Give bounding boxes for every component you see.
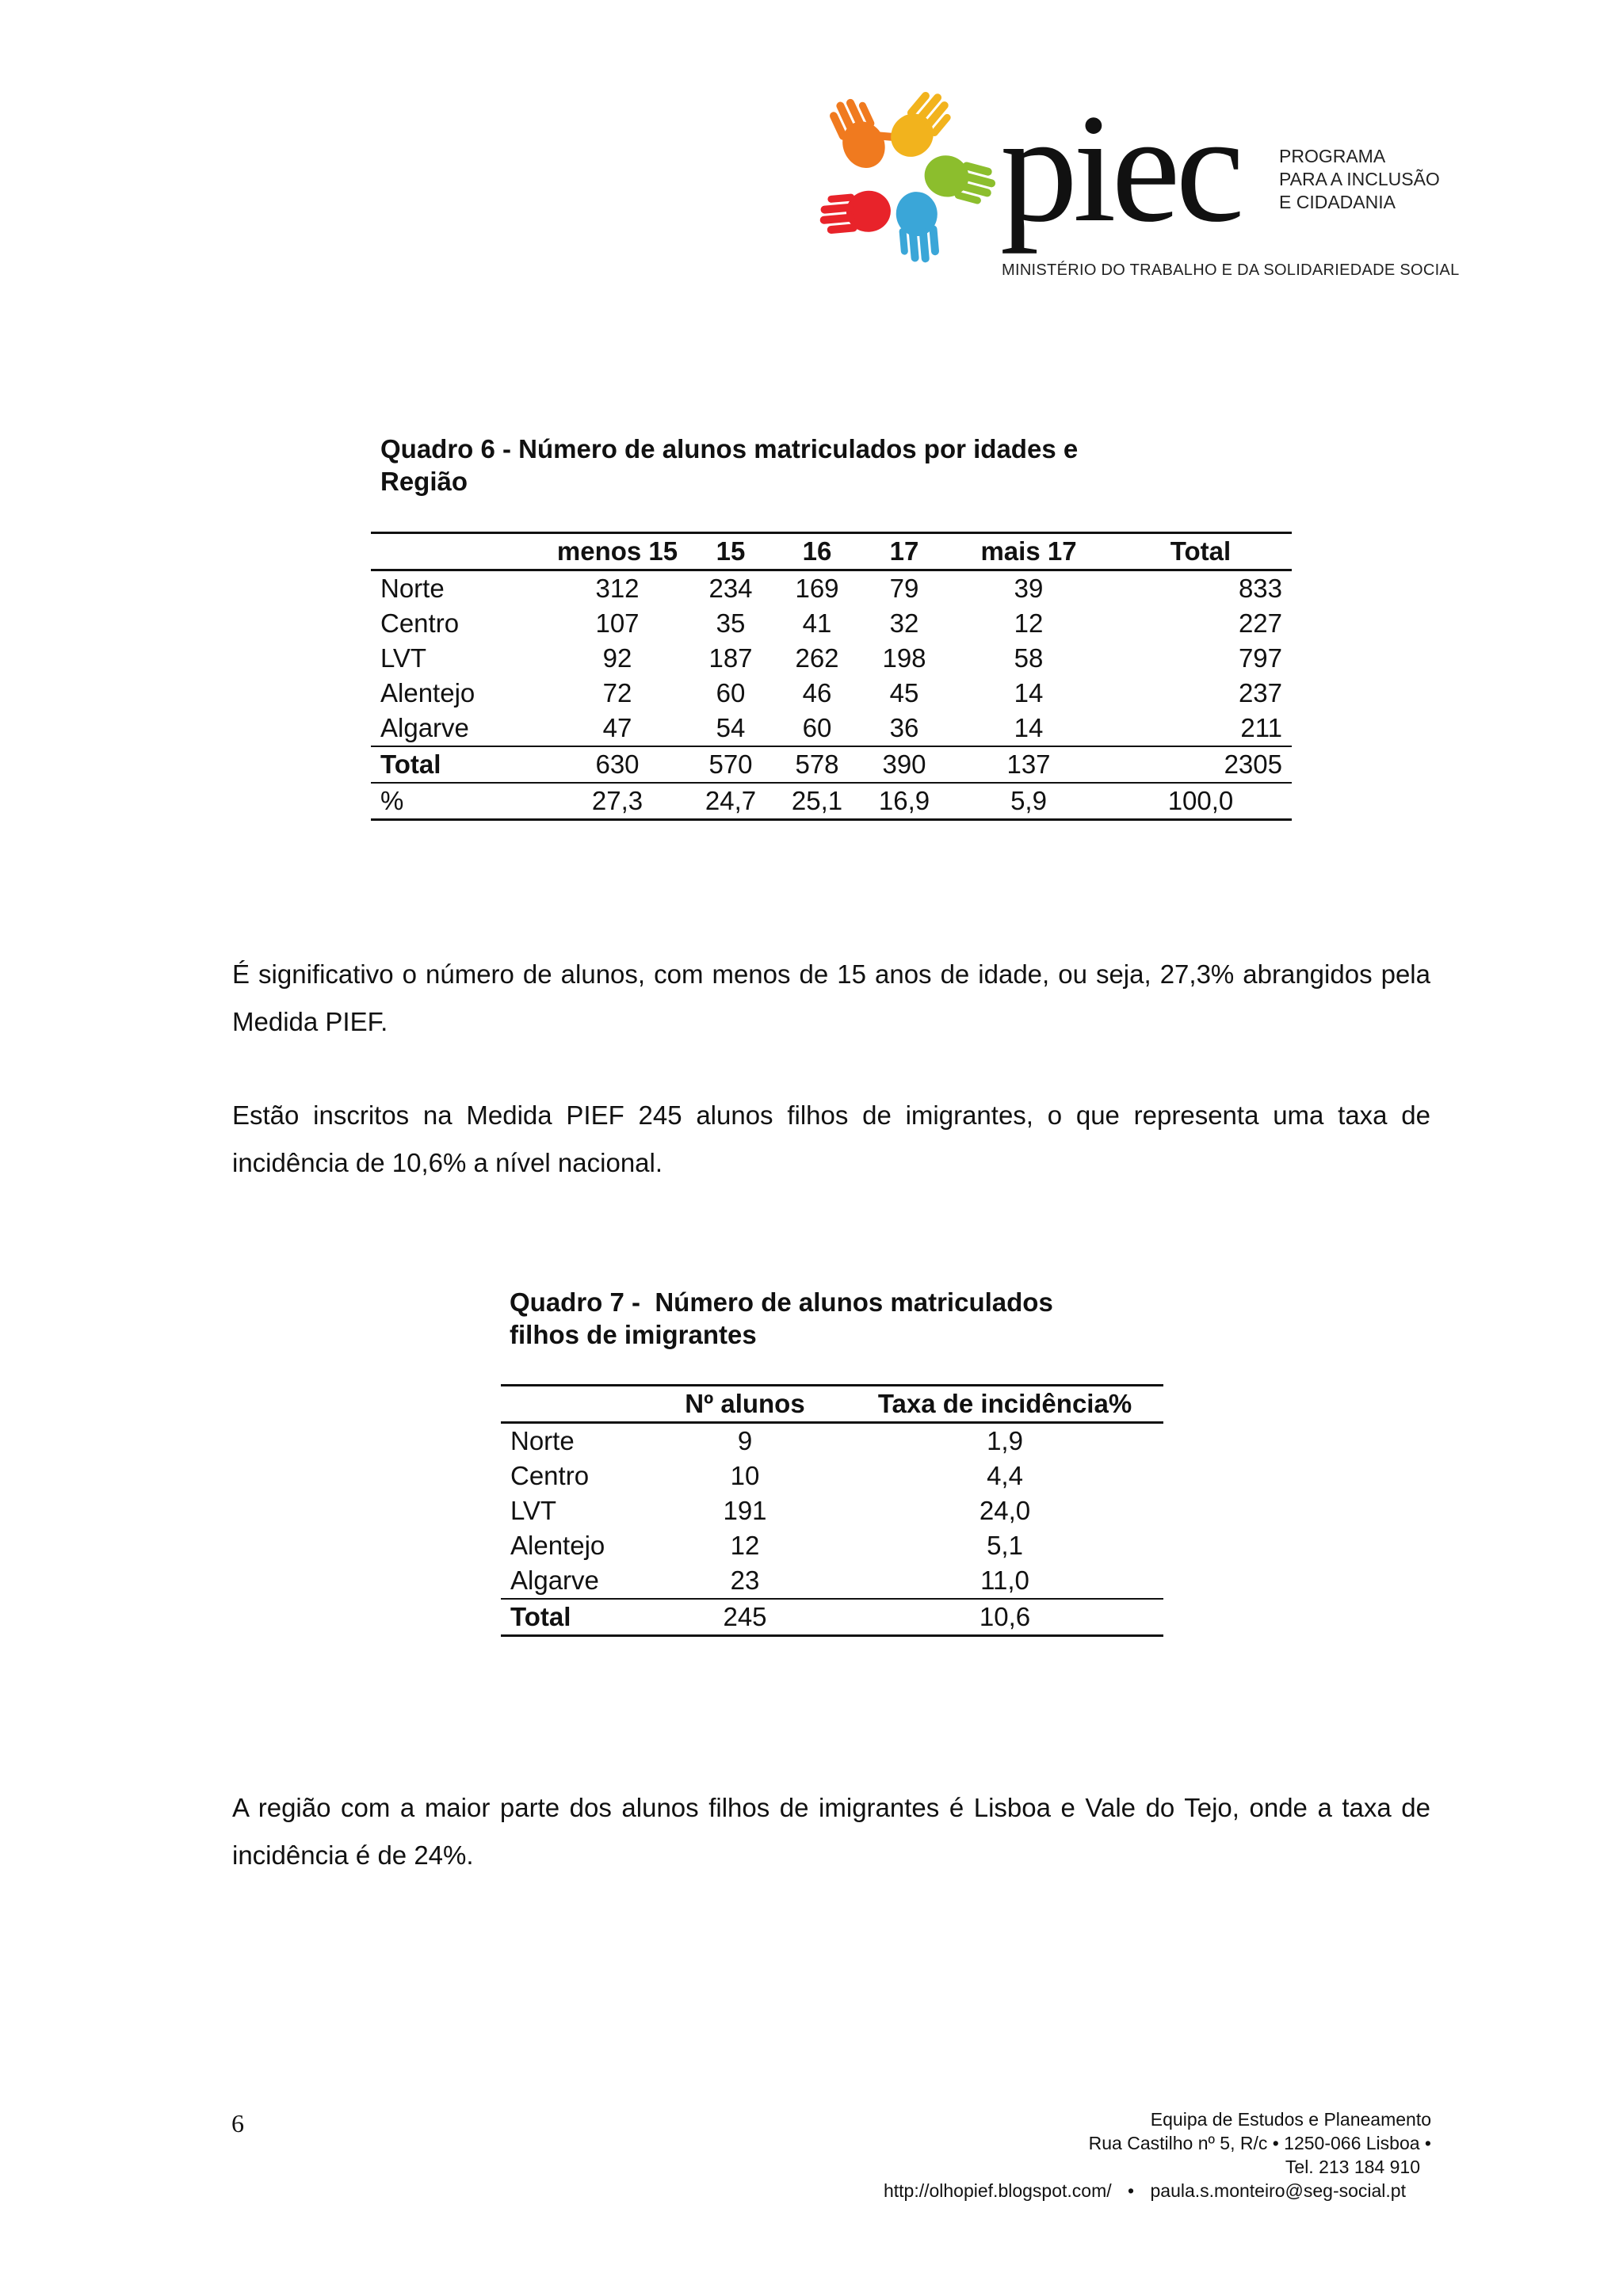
cell: 46 xyxy=(802,678,832,707)
cell: 14 xyxy=(1014,713,1044,742)
cell: 187 xyxy=(708,643,753,673)
cell: 2305 xyxy=(1224,749,1282,779)
cell: 45 xyxy=(889,678,919,707)
table6-col-header: mais 17 xyxy=(980,536,1077,566)
cell: 72 xyxy=(602,678,632,707)
table7-header-row xyxy=(501,1386,1163,1423)
cell: 1,9 xyxy=(987,1426,1023,1455)
table-row xyxy=(501,1528,1163,1563)
table7-caption-line-1: Quadro 7 - Número de alunos matriculados xyxy=(510,1287,1053,1317)
table-row xyxy=(501,1563,1163,1599)
ministry-name: MINISTÉRIO DO TRABALHO E DA SOLIDARIEDADE SOCIAL xyxy=(1002,261,1460,279)
table7-col-header: Taxa de incidência% xyxy=(877,1389,1132,1418)
table7-caption-line-2: filhos de imigrantes xyxy=(510,1320,757,1349)
cell: 60 xyxy=(716,678,746,707)
cell: 10 xyxy=(730,1461,760,1490)
cell: 23 xyxy=(730,1566,760,1595)
table6-col-header: menos 15 xyxy=(556,536,678,566)
cell: 211 xyxy=(1240,713,1282,742)
row-label: Centro xyxy=(510,1461,590,1490)
footer-bullet: • xyxy=(1128,2180,1135,2201)
cell: 92 xyxy=(602,643,632,673)
red-hand xyxy=(818,189,892,236)
cell: 245 xyxy=(723,1602,767,1631)
cell: 107 xyxy=(595,608,640,638)
cell: 833 xyxy=(1238,574,1282,603)
cell: 24,0 xyxy=(979,1496,1031,1525)
table6-caption-line-1: Quadro 6 - Número de alunos matriculados por idades e xyxy=(380,434,1079,463)
table6 xyxy=(371,532,1292,821)
footer-email-link[interactable]: paula.s.monteiro@seg-social.pt xyxy=(1150,2180,1406,2201)
cell: 9 xyxy=(737,1426,753,1455)
cell: 58 xyxy=(1014,643,1044,673)
row-label: Norte xyxy=(380,574,445,603)
row-label: Algarve xyxy=(380,713,469,742)
piec-logo-hands xyxy=(810,86,1000,276)
table6-col-header xyxy=(371,533,547,570)
cell: 24,7 xyxy=(705,786,757,815)
footer-team: Equipa de Estudos e Planeamento xyxy=(1150,2109,1431,2130)
yellow-hand xyxy=(882,86,960,166)
cell: 5,1 xyxy=(987,1531,1023,1560)
table-row xyxy=(501,1493,1163,1528)
tagline-line-2: PARA A INCLUSÃO xyxy=(1279,169,1440,189)
table-row xyxy=(371,676,1292,711)
tagline-line-3: E CIDADANIA xyxy=(1279,192,1396,212)
table7-col-header: Nº alunos xyxy=(685,1389,805,1418)
table7-total-row xyxy=(501,1599,1163,1636)
cell: 10,6 xyxy=(979,1602,1031,1631)
cell: 14 xyxy=(1014,678,1044,707)
paragraph-3: A região com a maior parte dos alunos filhos de imigrantes é Lisboa e Vale do Tejo, onde a taxa de incidência é de 24%. xyxy=(232,1793,1430,1870)
table6-col-header: Total xyxy=(1170,536,1232,566)
cell: 5,9 xyxy=(1010,786,1047,815)
cell: 237 xyxy=(1238,678,1282,707)
row-label: Centro xyxy=(380,608,460,638)
paragraph-1: É significativo o número de alunos, com menos de 15 anos de idade, ou seja, 27,3% abrangidos pela Medida PIEF. xyxy=(232,959,1430,1036)
row-label: LVT xyxy=(380,643,427,673)
cell: 32 xyxy=(889,608,919,638)
row-label: Total xyxy=(380,749,441,779)
table6-caption xyxy=(380,433,1078,498)
blue-hand xyxy=(894,190,941,265)
cell: 12 xyxy=(730,1531,760,1560)
cell: 47 xyxy=(602,713,632,742)
cell: 227 xyxy=(1238,608,1282,638)
cell: 41 xyxy=(802,608,832,638)
cell: 198 xyxy=(882,643,926,673)
table6-col-header: 16 xyxy=(802,536,832,566)
cell: 630 xyxy=(595,749,640,779)
cell: 12 xyxy=(1014,608,1044,638)
cell: 60 xyxy=(802,713,832,742)
cell: 578 xyxy=(795,749,839,779)
cell: 27,3 xyxy=(591,786,643,815)
cell: 570 xyxy=(708,749,753,779)
table-row xyxy=(501,1423,1163,1459)
cell: 16,9 xyxy=(878,786,930,815)
table6-total-row xyxy=(371,746,1292,783)
row-label: Alentejo xyxy=(510,1531,605,1560)
table-row xyxy=(501,1459,1163,1493)
cell: 797 xyxy=(1238,643,1282,673)
piec-logo-wordmark: piec xyxy=(1000,82,1240,254)
footer-contact xyxy=(884,2180,1406,2202)
row-label: Algarve xyxy=(510,1566,599,1595)
cell: 312 xyxy=(595,574,640,603)
cell: 25,1 xyxy=(791,786,843,815)
table7 xyxy=(501,1384,1163,1637)
cell: 390 xyxy=(882,749,926,779)
row-label: Total xyxy=(510,1602,571,1631)
table-row xyxy=(371,641,1292,676)
cell: 36 xyxy=(889,713,919,742)
cell: 35 xyxy=(716,608,746,638)
row-label: LVT xyxy=(510,1496,557,1525)
cell: 54 xyxy=(716,713,746,742)
cell: 39 xyxy=(1014,574,1044,603)
row-label: % xyxy=(380,786,404,815)
table6-header-row xyxy=(371,533,1292,570)
footer-phone: Tel. 213 184 910 xyxy=(1285,2157,1420,2177)
table7-col-header xyxy=(501,1386,643,1423)
cell: 4,4 xyxy=(987,1461,1023,1490)
table-row xyxy=(371,606,1292,641)
table6-caption-line-2: Região xyxy=(380,467,468,496)
cell: 191 xyxy=(723,1496,767,1525)
piec-logo-tagline xyxy=(1279,145,1440,214)
page-number: 6 xyxy=(231,2109,244,2138)
table-row xyxy=(371,711,1292,746)
footer-blog-link[interactable]: http://olhopief.blogspot.com/ xyxy=(883,2180,1112,2201)
row-label: Norte xyxy=(510,1426,575,1455)
row-label: Alentejo xyxy=(380,678,475,707)
table6-col-header: 15 xyxy=(716,536,746,566)
table7-caption xyxy=(510,1286,1053,1351)
table-row xyxy=(371,570,1292,607)
cell: 100,0 xyxy=(1167,786,1234,815)
table6-col-header: 17 xyxy=(889,536,919,566)
cell: 79 xyxy=(889,574,919,603)
table6-percent-row xyxy=(371,783,1292,820)
cell: 169 xyxy=(795,574,839,603)
tagline-line-1: PROGRAMA xyxy=(1279,146,1386,166)
footer-address: Rua Castilho nº 5, R/c • 1250-066 Lisboa • xyxy=(1088,2133,1431,2153)
cell: 11,0 xyxy=(980,1566,1029,1595)
cell: 137 xyxy=(1006,749,1051,779)
paragraph-2: Estão inscritos na Medida PIEF 245 alunos filhos de imigrantes, o que representa uma taxa de incidência de 10,6% a nível nacional. xyxy=(232,1100,1430,1177)
cell: 234 xyxy=(708,574,753,603)
cell: 262 xyxy=(795,643,839,673)
